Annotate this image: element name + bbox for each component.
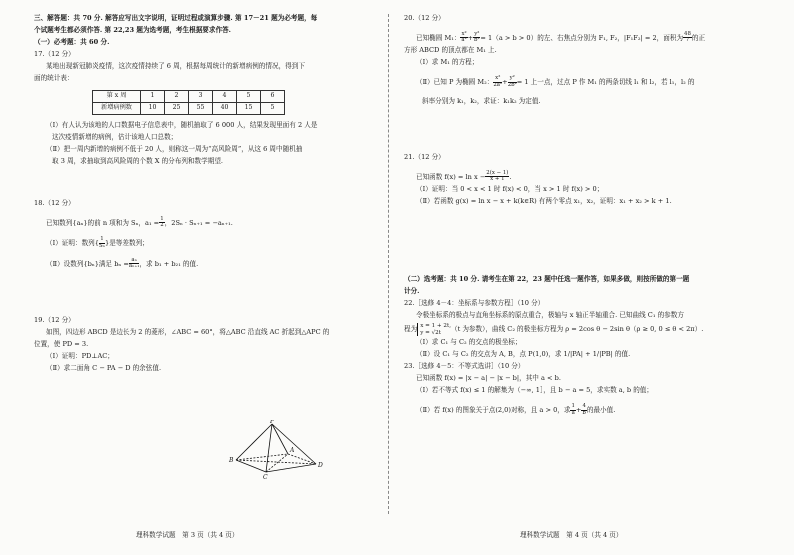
q20-sub-1: （Ⅰ）求 M₁ 的方程； [416, 58, 479, 67]
q20-text-1: 已知椭圆 M₁： $\frac{\text{x²}}{\text{a²}}$ + $\frac{\text{y²}}{\text{b²}}$ = 1（a > b > 0）的左、右焦点分别为 F₁, F₂，|F₁F₂| = 2，面积为 $\frac{48}{7}$ 的正 [416, 31, 706, 44]
section-intro-line-1: 三、解答题：共 70 分. 解答应写出文字说明，证明过程或演算步骤. 第 17－21 题为必考题，每 [34, 14, 318, 22]
page-3-footer: 理科数学试题 第 3 页（共 4 页） [136, 531, 239, 539]
fraction: $\frac{4}{b}$ [582, 403, 586, 416]
table-cell: 5 [237, 90, 261, 102]
q18-sub-1: （Ⅰ）证明：数列{ $\frac{1}{\text{Sₙ}}$ }是等差数列； [46, 236, 149, 249]
q17-sub-2b: 取 3 周，求抽取到高风险周的个数 X 的分布列和数学期望. [52, 156, 224, 165]
q19-sub-2: （Ⅱ）求二面角 C − PA − D 的余弦值. [46, 364, 162, 373]
elective-intro-1: （二）选考题：共 10 分. 请考生在第 22，23 题中任选一题作答，如果多做，则按所做的第一题 [404, 275, 690, 284]
q19-header: 19.（12 分） [34, 315, 75, 324]
q18-text: 已知数列{aₙ}的前 n 项和为 Sₙ，a₁ = $\frac{1}{2}$ ，2Sₙ · Sₙ₊₁ = −aₙ₊₁. [46, 215, 233, 229]
q17-sub-1a: （Ⅰ）有人认为该地的人口数据电子信息表中，随机抽取了 6 000 人，结果发现里面有 2 人是 [46, 120, 318, 129]
q19-text-1: 如图，四边形 ABCD 是边长为 2 的菱形，∠ABC = 60°，将△ABC 沿直线 AC 折起到△APC 的 [46, 327, 330, 336]
q20-text-2: 方形 ABCD 的顶点都在 M₁ 上. [404, 46, 497, 55]
table-cell: 15 [237, 102, 261, 114]
q23-text: 已知函数 f(x) = |x − a| − |x − b|，其中 a < b. [416, 374, 561, 383]
elective-intro-2: 计分. [404, 287, 420, 296]
edge-cd [266, 464, 316, 472]
q23-sub-1: （Ⅰ）若不等式 f(x) ≤ 1 的解集为（−∞, 1］，且 b − a = 5，求实数 a, b 的值； [416, 386, 653, 395]
q22-text-2: 程为 x = 1 + 2t, y = √2t （t 为参数），曲线 C₂ 的极坐标方程为 ρ = 2cos θ − 2sin θ（ρ ≥ 0, 0 ≤ θ < 2π）. [404, 323, 704, 336]
q19-text-2: 位置，使 PD = 3. [34, 340, 89, 349]
edge-pa [272, 424, 288, 454]
label-c: C [263, 474, 268, 480]
label-d: D [318, 462, 323, 469]
fraction: $\frac{1}{\text{Sₙ}}$ [98, 236, 105, 249]
table-cell: 25 [165, 102, 189, 114]
table-cell: 1 [141, 90, 165, 102]
fraction: $\frac{1}{a}$ [571, 403, 575, 416]
q21-header: 21.（12 分） [404, 152, 445, 161]
q22-header: 22.［选修 4－4：坐标系与参数方程］（10 分） [404, 299, 545, 308]
q17-stats-table [92, 90, 285, 115]
table-cell: 4 [213, 90, 237, 102]
q21-sub-2: （Ⅱ）若函数 g(x) = ln x − x + k(k∈R) 有两个零点 x₁，x₂，证明：x₁ + x₂ > k + 1. [416, 197, 672, 206]
q22-sub-1: （Ⅰ）求 C₁ 与 C₂ 的交点的极坐标； [416, 338, 522, 347]
table-row [93, 102, 285, 114]
q20-header: 20.（12 分） [404, 14, 445, 22]
q17-header: 17.（12 分） [34, 50, 75, 59]
q17-sub-1b: 这次疫情新增的病例，估计该地人口总数； [52, 132, 178, 141]
section-intro-line-3: （一）必考题：共 60 分. [34, 38, 110, 47]
edge-pb [236, 424, 272, 460]
edge-bd [236, 460, 316, 464]
q17-text-2: 面的统计表： [34, 74, 74, 83]
folded-rhombus-figure [226, 420, 326, 480]
fraction: $\frac{\text{x²}}{\text{2a²}}$ [493, 75, 503, 88]
table-cell: 第 x 周 [93, 90, 141, 102]
fraction: $\frac{48}{7}$ [684, 31, 691, 44]
table-cell: 6 [261, 90, 285, 102]
page-4-footer: 理科数学试题 第 4 页（共 4 页） [520, 531, 623, 539]
table-cell: 3 [189, 90, 213, 102]
edge-bc [236, 460, 266, 472]
label-b: B [229, 457, 234, 464]
q17-text-1: 某地出现新冠肺炎疫情，这次疫情持续了 6 周，根据每周统计的新增病例的情况，得到下 [46, 62, 305, 71]
page-4-column [404, 14, 760, 419]
fraction: $\frac{\text{aₙ}}{\text{aₙ₊₁}}$ [128, 256, 140, 270]
fraction: $\frac{2(x - 1)}{x + 1}$ [486, 169, 509, 183]
table-cell: 2 [165, 90, 189, 102]
page-3-column [34, 14, 370, 376]
fraction: $\frac{\text{x²}}{\text{a²}}$ [461, 31, 467, 44]
table-row [93, 90, 285, 102]
q21-text: 已知函数 f(x) = ln x − $\frac{2(x - 1)}{x + 1}$ . [416, 169, 512, 183]
table-cell: 40 [213, 102, 237, 114]
table-cell: 10 [141, 102, 165, 114]
q18-sub-2: （Ⅱ）设数列{bₙ}满足 bₙ = $\frac{\text{aₙ}}{\text{aₙ₊₁}}$ ，求 b₁ + b₂₁ 的值. [46, 256, 199, 270]
q18-header: 18.（12 分） [34, 198, 75, 207]
label-p: P [270, 420, 275, 425]
q20-sub-2: （Ⅱ）已知 P 为椭圆 M₂： $\frac{\text{x²}}{\text{2a²}}$ + $\frac{\text{y²}}{\text{2b²}}$ = 1 上一点，过点 P 作 M₁ 的两条切线 l₁ 和 l₂，若 l₁，l₂ 的 [416, 75, 695, 88]
fraction: $\frac{1}{2}$ [160, 215, 164, 229]
q23-header: 23.［选修 4－5：不等式选讲］（10 分） [404, 362, 525, 371]
table-cell: 5 [261, 102, 285, 114]
edge-pd [272, 424, 316, 464]
q17-sub-2a: （Ⅱ）把一周内新增的病例不低于 20 人，则称这一周为“高风险周”，从这 6 周中随机抽 [46, 144, 303, 153]
fraction: $\frac{\text{y²}}{\text{b²}}$ [474, 31, 480, 44]
q23-sub-2: （Ⅱ）若 f(x) 的图象关于点(2,0)对称，且 a > 0，求 $\frac{1}{a}$ + $\frac{4}{b}$ 的最小值. [416, 403, 616, 416]
fraction: $\frac{\text{y²}}{\text{2b²}}$ [507, 75, 517, 88]
q22-text-1: 令极坐标系的极点与直角坐标系的原点重合，极轴与 x 轴正半轴重合. 已知曲线 C₁ 的参数方 [416, 311, 684, 320]
page-divider [388, 14, 389, 514]
table-cell: 55 [189, 102, 213, 114]
q21-sub-1: （Ⅰ）证明：当 0 < x < 1 时 f(x) < 0，当 x > 1 时 f(x) > 0； [416, 185, 604, 194]
q22-sub-2: （Ⅱ）设 C₁ 与 C₂ 的交点为 A, B，点 P(1,0)，求 1/|PA| + 1/|PB| 的值. [416, 350, 631, 359]
parametric-system: x = 1 + 2t, y = √2t [417, 323, 451, 335]
label-a: A [290, 447, 295, 454]
table-cell: 新增病例数 [93, 102, 141, 114]
q19-sub-1: （Ⅰ）证明：PD⊥AC； [46, 352, 114, 361]
edge-pc [266, 424, 272, 472]
edge-ba [236, 454, 288, 460]
section-intro-line-2: 个试题考生都必须作答. 第 22,23 题为选考题，考生根据要求作答. [34, 26, 231, 35]
q20-sub-2c: 斜率分别为 k₁，k₂，求证：k₁k₂ 为定值. [422, 96, 541, 105]
